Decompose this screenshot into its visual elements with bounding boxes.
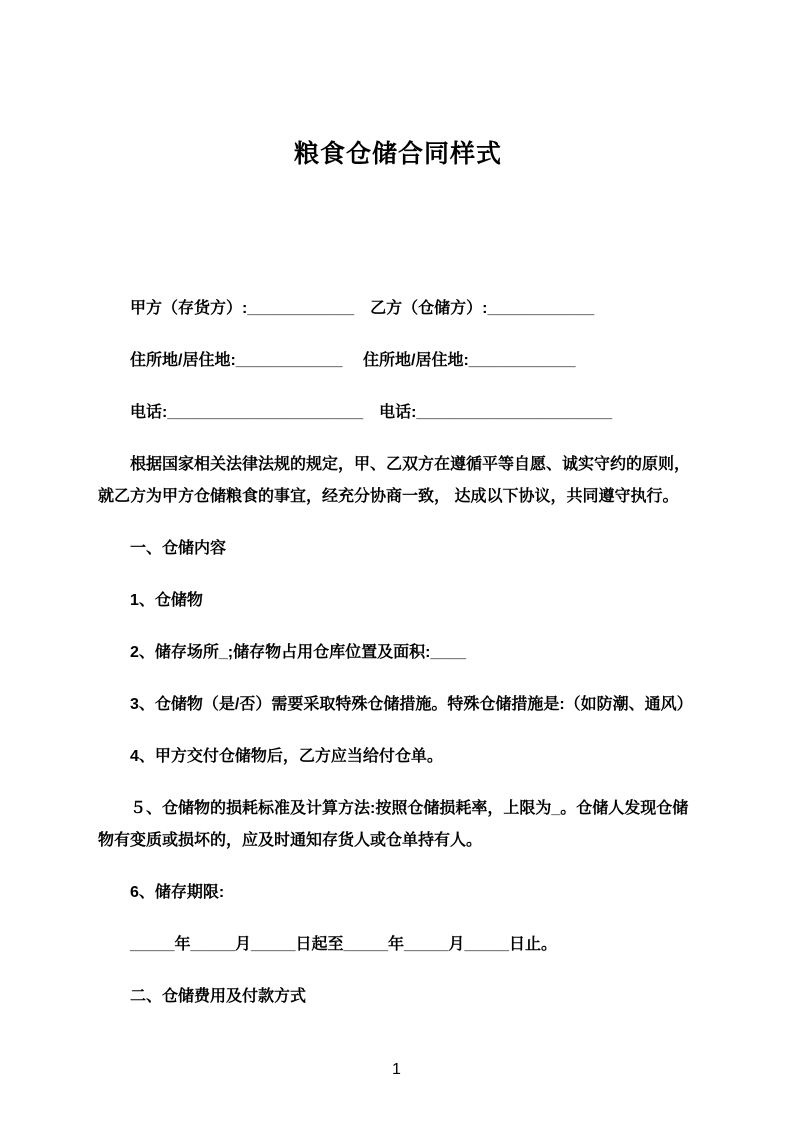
party-line-names: 甲方（存货方）:____________ 乙方（仓储方）:____________: [130, 300, 595, 317]
item-storage-period: 6、储存期限:: [130, 884, 225, 901]
party-line-addresses: 住所地/居住地:____________ 住所地/居住地:____________: [130, 352, 576, 369]
section-2-heading: 二、仓储费用及付款方式: [130, 988, 307, 1005]
preamble-paragraph: 根据国家相关法律法规的规定，甲、乙双方在遵循平等自愿、诚实守约的原则，就乙方为甲方仓储粮食的事宜，经充分协商一致， 达成以下协议，共同遵守执行。: [98, 456, 691, 505]
item-special-measures: 3、仓储物（是/否）需要采取特殊仓储措施。特殊仓储措施是:（如防潮、通风）: [130, 696, 693, 713]
item-loss-standard: ５、仓储物的损耗标准及计算方法:按照仓储损耗率，上限为_。仓储人发现仓储物有变质或损坏的，应及时通知存货人或仓单持有人。: [98, 800, 689, 849]
party-line-phones: 电话:______________________ 电话:______________________: [130, 404, 613, 421]
storage-period-date-line: _____年_____月_____日起至_____年_____月_____日止。: [130, 936, 557, 953]
section-1-heading: 一、仓储内容: [130, 540, 227, 557]
page-number: 1: [392, 1061, 401, 1078]
item-warehouse-receipt: 4、甲方交付仓储物后，乙方应当给付仓单。: [130, 748, 443, 765]
document-title: 粮食仓储合同样式: [293, 140, 502, 168]
item-storage-goods: 1、仓储物: [130, 592, 203, 609]
item-storage-place: 2、储存场所_;储存物占用仓库位置及面积:____: [130, 644, 467, 661]
